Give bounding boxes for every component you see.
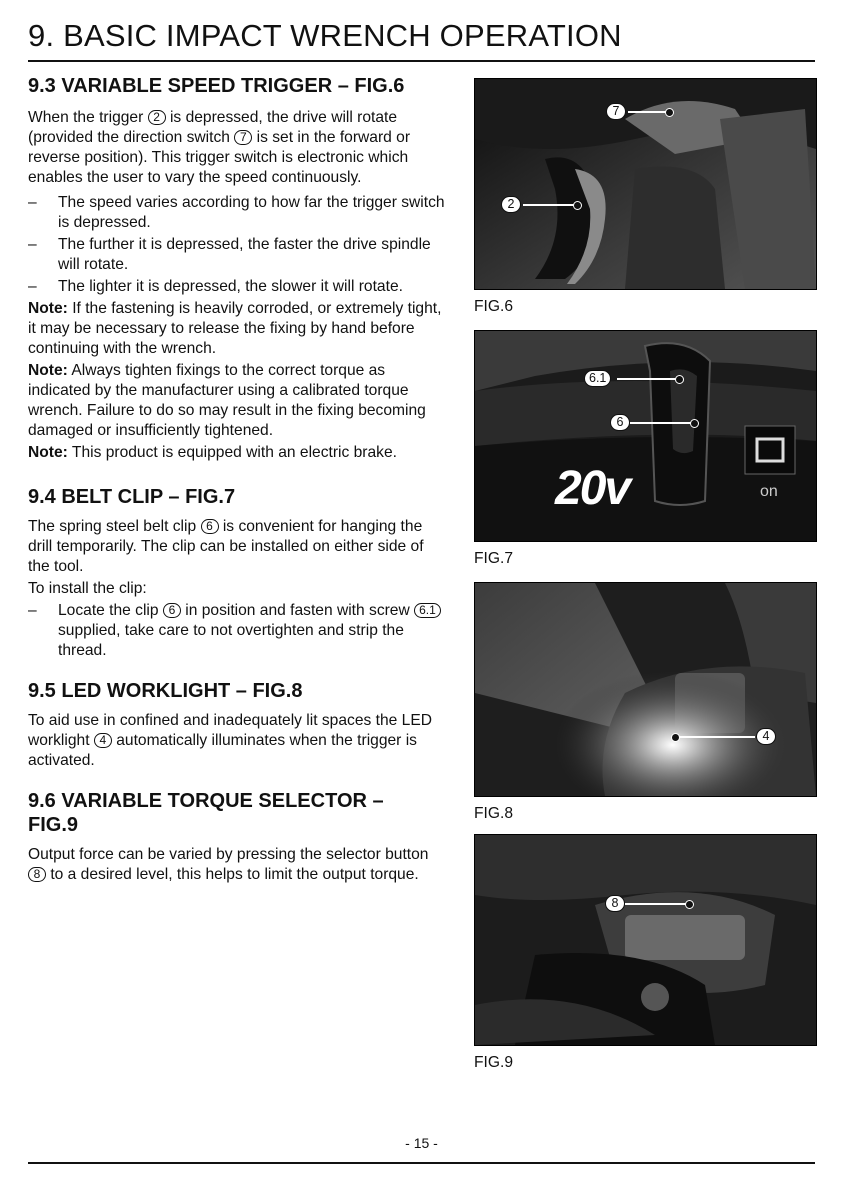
bullet-item: – The further it is depressed, the faster the drive spindle will rotate. bbox=[28, 236, 431, 273]
page-number: - 15 - bbox=[405, 1135, 438, 1151]
callout-6: 6 bbox=[610, 414, 630, 431]
section-heading-9-5: 9.5 LED WORKLIGHT – FIG.8 bbox=[28, 680, 303, 702]
ref-screw-badge: 6.1 bbox=[414, 603, 441, 618]
section-heading-9-6: 9.6 VARIABLE TORQUE SELECTOR – FIG.9 bbox=[28, 790, 384, 836]
figure-7-photo bbox=[474, 330, 817, 542]
footer-rule bbox=[28, 1162, 815, 1164]
ref-selector-badge: 8 bbox=[28, 867, 46, 882]
callout-2: 2 bbox=[501, 196, 521, 213]
figure-6-caption: FIG.6 bbox=[474, 298, 513, 315]
figure-6-photo bbox=[474, 78, 817, 290]
callout-8: 8 bbox=[605, 895, 625, 912]
figure-8-caption: FIG.8 bbox=[474, 805, 513, 822]
text-column bbox=[28, 74, 448, 885]
ref-trigger-badge: 2 bbox=[148, 110, 166, 125]
figure-9-caption: FIG.9 bbox=[474, 1054, 513, 1071]
section-heading-9-3: 9.3 VARIABLE SPEED TRIGGER – FIG.6 bbox=[28, 75, 405, 97]
text: When the trigger bbox=[28, 109, 144, 126]
badge-text: on bbox=[760, 483, 778, 500]
note: Note: This product is equipped with an electric brake. bbox=[28, 444, 397, 461]
figure-7-caption: FIG.7 bbox=[474, 550, 513, 567]
ref-led-badge: 4 bbox=[94, 733, 112, 748]
bullet-item: – Locate the clip 6 in position and fasten with screw 6.1 supplied, take care to not overtighten and strip the thread. bbox=[28, 601, 448, 661]
ref-switch-badge: 7 bbox=[234, 130, 252, 145]
callout-6-1: 6.1 bbox=[584, 370, 611, 387]
header-rule bbox=[28, 60, 815, 62]
bullet-item: – The speed varies according to how far the trigger switch is depressed. bbox=[28, 194, 445, 231]
callout-7: 7 bbox=[606, 103, 626, 120]
section-9-3-paragraph bbox=[28, 108, 448, 188]
battery-20v-label: 20v bbox=[555, 462, 630, 515]
note: Note: Always tighten fixings to the correct torque as indicated by the manufacturer using a calibrated torque wrench. Failure to do so may result in the fixing becoming damaged or insufficiently tightened. bbox=[28, 362, 426, 439]
section-9-6-paragraph: Output force can be varied by pressing the selector button 8 to a desired level, this helps to limit the output torque. bbox=[28, 846, 429, 883]
ref-clip-badge: 6 bbox=[163, 603, 181, 618]
section-9-5-paragraph: To aid use in confined and inadequately lit spaces the LED worklight 4 automatically illuminates when the trigger is activated. bbox=[28, 712, 432, 769]
section-9-4-paragraph: The spring steel belt clip 6 is convenient for hanging the drill temporarily. The clip can be installed on either side of the tool. bbox=[28, 518, 424, 575]
figure-8-photo bbox=[474, 582, 817, 797]
section-heading-9-4: 9.4 BELT CLIP – FIG.7 bbox=[28, 486, 236, 508]
text: is set in the forward or reverse position). This trigger switch is electronic which enables the user to vary the speed continuously. bbox=[28, 129, 411, 186]
text: is depressed, the drive will rotate (provided the direction switch bbox=[28, 109, 398, 146]
figure-9-photo bbox=[474, 834, 817, 1046]
bullet-item: – The lighter it is depressed, the slower it will rotate. bbox=[28, 278, 403, 295]
note: Note: If the fastening is heavily corroded, or extremely tight, it may be necessary to release the fixing by hand before continuing with the wrench. bbox=[28, 300, 442, 357]
page-title: 9. BASIC IMPACT WRENCH OPERATION bbox=[28, 18, 622, 53]
install-intro: To install the clip: bbox=[28, 580, 147, 597]
callout-4: 4 bbox=[756, 728, 776, 745]
ref-clip-badge: 6 bbox=[201, 519, 219, 534]
